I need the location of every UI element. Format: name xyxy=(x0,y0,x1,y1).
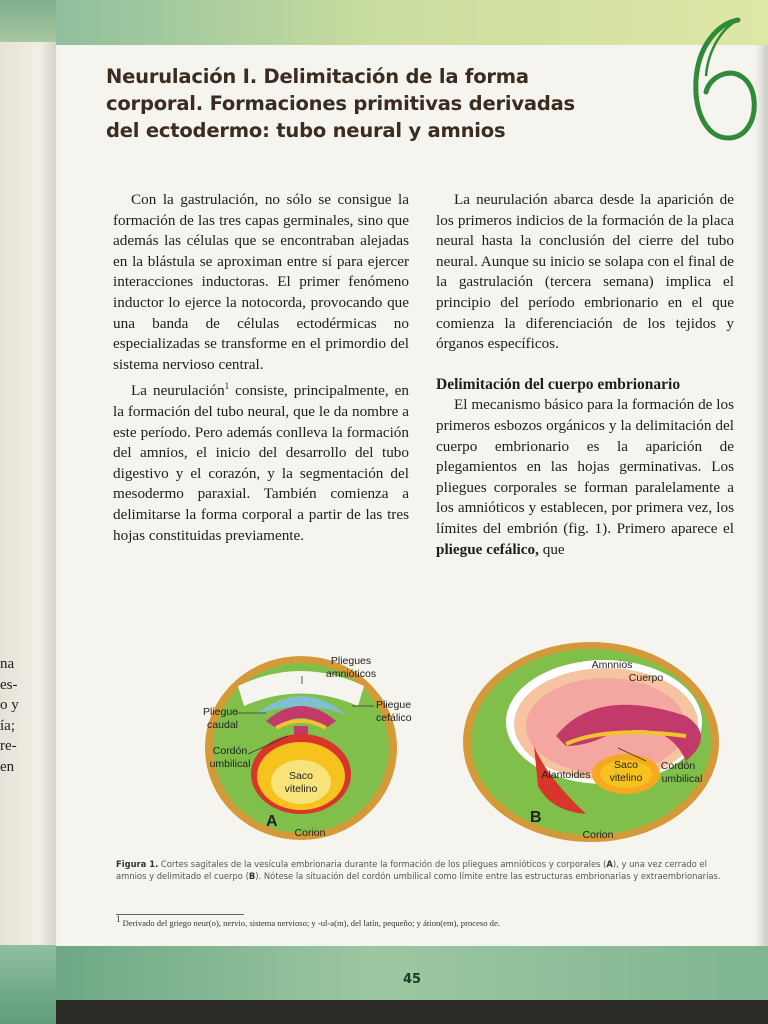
paragraph: Con la gastrulación, no sólo se consigue la formación de las tres capas germinales, sino que además las células que se encontraban alejadas en la blástula se aproximan entre sí para ejercer interacciones inductoras. El primer fenómeno inductor lo ejerce la notocorda, provocando que una banda de células ectodérmicas no especializadas se transforme en el primordio del sistema nervioso central. xyxy=(113,191,409,373)
paragraph-rest: consiste, principalmente, en la formación del tubo neural, que le da nombre a este período. Pero además conlleva la formación del amnios, el inicio del desarrollo del tubo digestivo y el corazón, y la segmentación del mesodermo paraxial. También comienza a delimitarse la forma corporal a partir de las tres hojas constituidas previamente. xyxy=(113,382,409,544)
caption-label: Figura 1. xyxy=(116,859,159,869)
chapter-number-graphic xyxy=(676,14,766,144)
paragraph-start: El mecanismo básico para la formación de los primeros esbozos orgánicos y la delimitación del cuerpo embrionario es la aparición de plegamientos en las hojas germinativas. Los pliegues corporales se forman paralelamente a los amnióticos y establecen, por primera vez, los límites del embrión (fig. 1). Primero aparece el xyxy=(436,396,734,537)
label-cefalico-1: Pliegue xyxy=(376,699,412,711)
left-fragment: re- xyxy=(0,738,17,754)
left-facing-page xyxy=(0,0,56,1024)
footnote-mark: 1 xyxy=(116,914,121,925)
chapter-title xyxy=(106,63,626,144)
paragraph-end: que xyxy=(538,540,565,558)
label-cordon-b-1: Cordón xyxy=(660,760,696,772)
figure-embryo-sections xyxy=(126,636,726,848)
left-fragment: ía; xyxy=(0,717,15,734)
label-saco-1: Saco xyxy=(289,770,313,782)
label-corion-a: Corion xyxy=(294,827,326,839)
label-pliegues-1: Pliegues xyxy=(330,655,372,667)
paragraph-start: La neurulación xyxy=(131,382,225,400)
left-page-bottom-band xyxy=(0,945,56,1024)
label-cuerpo: Cuerpo xyxy=(628,672,664,684)
chapter-number: 6 xyxy=(724,124,725,125)
page-number: 45 xyxy=(402,972,422,987)
left-text-column xyxy=(113,190,409,546)
paragraph xyxy=(436,395,734,560)
bold-term: pliegue cefálico, xyxy=(436,540,539,558)
label-cordon-1: Cordón xyxy=(212,745,248,757)
caption-end: ). Nótese la situación del cordón umbilical como límite entre las estructuras embrionarias y extraembrionarias. xyxy=(255,871,721,881)
right-text-column xyxy=(436,190,734,560)
title-line-2: corporal. Formaciones primitivas derivadas xyxy=(106,92,575,115)
panel-letter-b: B xyxy=(530,809,542,826)
left-fragment: na xyxy=(0,656,15,672)
caption-ref-a: A xyxy=(606,859,613,869)
panel-letter-a: A xyxy=(266,813,278,830)
caption-mid: ), y una vez cerrado el amnios y delimitado el cuerpo ( xyxy=(116,859,707,881)
paragraph xyxy=(113,381,409,546)
label-saco-2: vitelino xyxy=(284,783,318,795)
label-alantoides: Alantoides xyxy=(541,769,591,781)
label-cefalico-2: cefálico xyxy=(376,712,412,724)
footnote-ref: 1 xyxy=(224,381,230,392)
left-fragment: o y xyxy=(0,697,19,713)
label-saco-b-2: vitelino xyxy=(609,772,643,784)
label-pliegues-2: amnióticos xyxy=(325,668,377,680)
caption-ref-b: B xyxy=(248,871,256,881)
footnote-text: Derivado del griego neur(o), nervio, sistema nervioso; y -ul-a(m), del latín, pequeño; y átion(em), proceso de. xyxy=(120,918,500,928)
book-page xyxy=(56,0,768,1000)
footnote xyxy=(116,914,736,929)
left-fragment: es- xyxy=(0,676,18,693)
label-corion-b: Corion xyxy=(582,829,614,841)
footnote-rule xyxy=(116,914,244,915)
left-page-text-fragments xyxy=(0,654,56,777)
label-saco-b-1: Saco xyxy=(614,759,638,771)
label-cordon-2: umbilical xyxy=(209,758,251,770)
page-top-band xyxy=(56,0,768,45)
section-heading: Delimitación del cuerpo embrionario xyxy=(436,375,681,393)
label-caudal-2: caudal xyxy=(207,719,238,731)
paragraph: La neurulación abarca desde la aparición de los primeros indicios de la formación de la placa neural hasta la conclusión del cierre del tubo neural. Aunque su inicio se solapa con el final de la gastrulación (tercera semana) implica el principio del período embrionario en el que comienza la diferenciación de los tejidos y órganos específicos. xyxy=(436,191,734,353)
caption-text: Cortes sagitales de la vesícula embrionaria durante la formación de los pliegues amnióticos y corporales ( xyxy=(158,859,607,869)
label-amnios: Amnnios xyxy=(591,659,633,671)
title-line-1: Neurulación I. Delimitación de la forma xyxy=(106,65,529,88)
left-fragment: en xyxy=(0,758,15,775)
left-page-top-band xyxy=(0,0,56,42)
label-caudal-1: Pliegue xyxy=(202,706,238,718)
figure-caption xyxy=(116,858,731,882)
title-line-3: del ectodermo: tubo neural y amnios xyxy=(106,119,506,142)
figure-panel-b xyxy=(463,642,719,842)
label-cordon-b-2: umbilical xyxy=(661,773,703,785)
